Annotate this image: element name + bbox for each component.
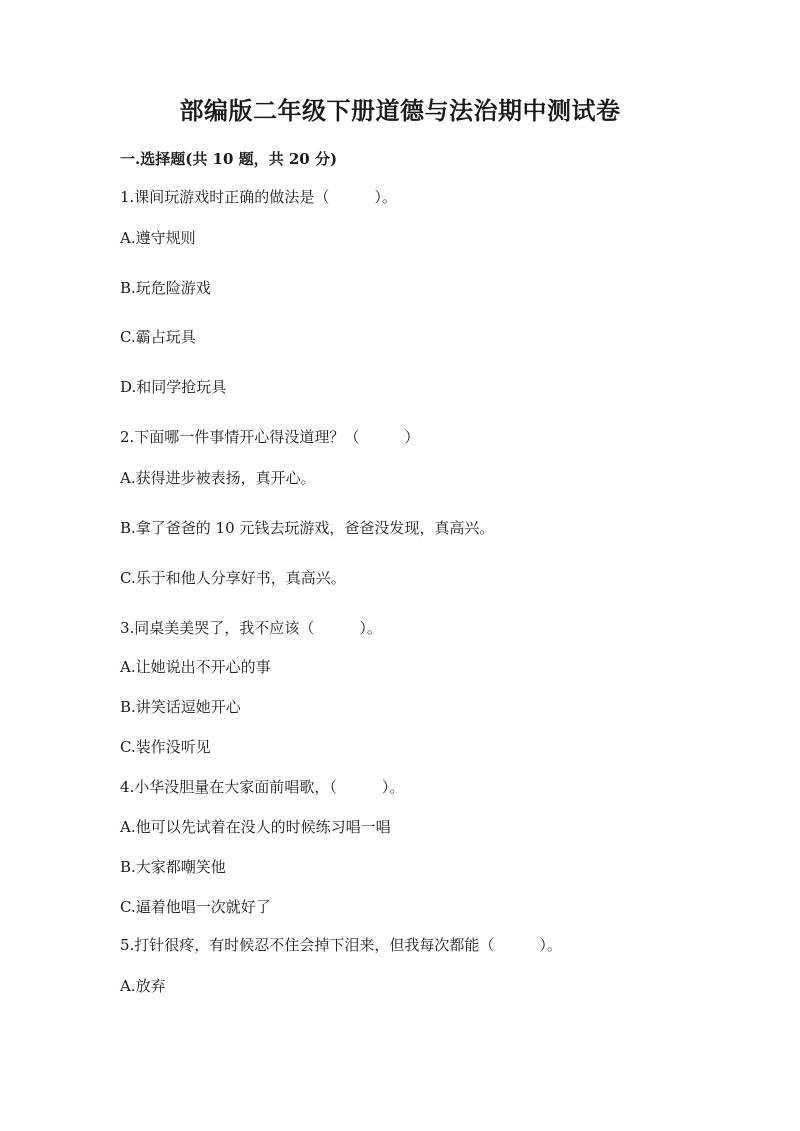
question-1-option-d: D.和同学抢玩具	[120, 378, 227, 396]
question-3-option-b: B.讲笑话逗她开心	[120, 698, 241, 716]
question-2-option-a: A.获得进步被表扬，真开心。	[120, 469, 316, 487]
question-5-stem: 5.打针很疼，有时候忍不住会掉下泪来，但我每次都能（ ）。	[120, 936, 562, 954]
question-4-option-a: A.他可以先试着在没人的时候练习唱一唱	[120, 818, 391, 836]
question-4-option-b: B.大家都嘲笑他	[120, 858, 226, 876]
question-1-option-c: C.霸占玩具	[120, 328, 196, 346]
page-title: 部编版二年级下册道德与法治期中测试卷	[179, 96, 621, 125]
question-1-option-b: B.玩危险游戏	[120, 279, 211, 297]
question-2-option-c: C.乐于和他人分享好书，真高兴。	[120, 569, 346, 587]
question-1-stem: 1.课间玩游戏时正确的做法是（ ）。	[120, 188, 397, 206]
question-4-option-c: C.逼着他唱一次就好了	[120, 898, 271, 916]
question-5-option-a: A.放弃	[120, 977, 166, 995]
question-1-option-a: A.遵守规则	[120, 229, 196, 247]
question-4-stem: 4.小华没胆量在大家面前唱歌，（ ）。	[120, 778, 405, 796]
section-heading: 一.选择题(共 10 题，共 20 分)	[120, 150, 338, 168]
question-2-stem: 2.下面哪一件事情开心得没道理？（ ）	[120, 428, 420, 446]
question-3-option-a: A.让她说出不开心的事	[120, 658, 271, 676]
question-2-option-b: B.拿了爸爸的 10 元钱去玩游戏，爸爸没发现，真高兴。	[120, 519, 495, 537]
question-3-stem: 3.同桌美美哭了，我不应该（ ）。	[120, 619, 382, 637]
question-3-option-c: C.装作没听见	[120, 738, 211, 756]
